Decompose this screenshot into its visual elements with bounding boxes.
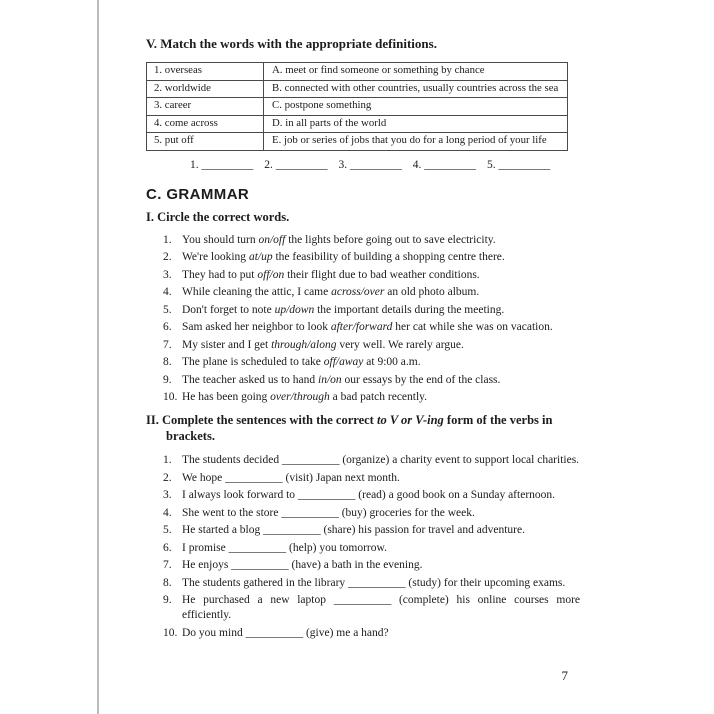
sentence-text: We're looking xyxy=(182,251,249,263)
exercise-item xyxy=(163,233,580,248)
exercise-item xyxy=(163,471,580,486)
item-number: 3. xyxy=(163,489,172,501)
page-number: 7 xyxy=(561,668,568,683)
item-number: 10. xyxy=(163,626,178,639)
exercise-item xyxy=(163,541,580,556)
item-number: 1. xyxy=(163,233,172,246)
sentence-text: You should turn xyxy=(182,233,259,246)
item-sentence xyxy=(182,541,580,556)
exercise-item xyxy=(163,506,580,521)
word-cell: 3. career xyxy=(147,98,264,116)
exercise-item xyxy=(163,558,580,573)
exercise-item xyxy=(163,626,580,641)
item-sentence xyxy=(182,233,580,248)
answer-blanks-row xyxy=(146,159,580,171)
item-sentence xyxy=(182,303,580,318)
sentence-text: They had to put xyxy=(182,268,258,281)
match-table-row xyxy=(147,63,568,81)
sentence-text: I always look forward to __________ (read) a good book on a Sunday afternoon. xyxy=(182,489,556,501)
match-table-row xyxy=(147,98,568,116)
choice-options-text: on/off xyxy=(258,233,286,246)
sentence-text: While cleaning the attic, I came xyxy=(182,286,332,298)
exercise-item xyxy=(163,453,580,468)
exercise-item xyxy=(163,268,580,283)
exercise-item xyxy=(163,355,580,370)
exercise-item xyxy=(163,373,580,388)
match-section-heading: V. Match the words with the appropriate definitions. xyxy=(146,36,437,51)
exercise2-list xyxy=(146,453,580,641)
item-number: 4. xyxy=(163,506,172,519)
item-number: 7. xyxy=(163,338,172,351)
item-number: 7. xyxy=(163,559,172,571)
item-number: 1. xyxy=(163,454,172,466)
item-sentence xyxy=(182,373,580,388)
item-sentence xyxy=(182,576,580,591)
sentence-text: II. Complete the sentences with the correct xyxy=(146,413,377,427)
choice-options-text: at/up xyxy=(248,251,273,263)
sentence-text: her cat while she was on vacation. xyxy=(392,321,553,333)
definition-cell: C. postpone something xyxy=(264,98,568,116)
item-sentence xyxy=(182,593,580,623)
answer-blank: 5. _________ xyxy=(487,158,551,171)
item-sentence xyxy=(182,523,580,538)
choice-options-text: over/through xyxy=(270,391,330,403)
answer-blank: 1. _________ xyxy=(190,158,254,171)
choice-options-text: to V or V-ing xyxy=(376,413,444,427)
exercise-item xyxy=(163,285,580,300)
definition-cell: E. job or series of jobs that you do for a long period of your life xyxy=(264,133,568,151)
exercise-item xyxy=(163,390,580,405)
item-number: 8. xyxy=(163,576,172,589)
exercise-item xyxy=(163,523,580,538)
sentence-text: the lights before going out to save electricity. xyxy=(285,233,496,246)
item-sentence xyxy=(182,355,580,370)
choice-options-text: off/away xyxy=(323,356,364,368)
exercise-item xyxy=(163,320,580,335)
sentence-text: The students decided __________ (organize) a charity event to support local charities. xyxy=(182,454,580,466)
sentence-text: He started a blog __________ (share) his passion for travel and adventure. xyxy=(182,524,525,536)
answer-blank: 2. _________ xyxy=(264,158,328,171)
sentence-text: She went to the store __________ (buy) groceries for the week. xyxy=(182,506,475,519)
sentence-text: at 9:00 a.m. xyxy=(363,356,421,368)
choice-options-text: through/along xyxy=(271,338,337,351)
grammar-section-heading: C. GRAMMAR xyxy=(146,185,250,203)
item-number: 6. xyxy=(163,321,172,333)
item-number: 6. xyxy=(163,541,172,554)
exercise-item xyxy=(163,593,580,623)
definition-cell: D. in all parts of the world xyxy=(264,115,568,133)
sentence-text: our essays by the end of the class. xyxy=(341,373,501,386)
word-cell: 4. come across xyxy=(147,115,264,133)
word-cell: 5. put off xyxy=(147,133,264,151)
item-sentence xyxy=(182,626,580,641)
item-sentence xyxy=(182,250,580,265)
item-number: 3. xyxy=(163,268,172,281)
definition-cell: A. meet or find someone or something by chance xyxy=(264,63,568,81)
exercise-item xyxy=(163,488,580,503)
sentence-text: My sister and I get xyxy=(182,338,272,351)
sentence-text: a bad patch recently. xyxy=(329,391,428,403)
item-number: 10. xyxy=(163,391,178,403)
item-sentence xyxy=(182,488,580,503)
sentence-text: form of the verbs in brackets. xyxy=(166,413,553,443)
match-table-row xyxy=(147,115,568,133)
choice-options-text: after/forward xyxy=(330,321,393,333)
item-number: 9. xyxy=(163,373,172,386)
sentence-text: He has been going xyxy=(182,391,271,403)
sentence-text: The students gathered in the library __________ (study) for their upcoming exams. xyxy=(182,576,566,589)
sentence-text: Do you mind __________ (give) me a hand? xyxy=(182,626,389,639)
exercise-item xyxy=(163,576,580,591)
sentence-text: the feasibility of building a shopping centre there. xyxy=(272,251,505,263)
match-table xyxy=(146,62,568,151)
sentence-text: He purchased a new laptop __________ (complete) his online courses more efficiently. xyxy=(182,594,580,621)
item-sentence xyxy=(182,453,580,468)
choice-options-text: up/down xyxy=(274,303,315,316)
word-cell: 2. worldwide xyxy=(147,80,264,98)
page-edge-line xyxy=(97,0,99,714)
choice-options-text: in/on xyxy=(318,373,342,386)
exercise-item xyxy=(163,303,580,318)
sentence-text: very well. We rarely argue. xyxy=(336,338,464,351)
item-sentence xyxy=(182,268,580,283)
item-sentence xyxy=(182,390,580,405)
answer-blank: 3. _________ xyxy=(338,158,402,171)
item-number: 8. xyxy=(163,356,172,368)
sentence-text: We hope __________ (visit) Japan next month. xyxy=(182,471,400,484)
word-cell: 1. overseas xyxy=(147,63,264,81)
item-number: 2. xyxy=(163,471,172,484)
exercise-item xyxy=(163,250,580,265)
sentence-text: Don't forget to note xyxy=(182,303,275,316)
item-sentence xyxy=(182,506,580,521)
choice-options-text: off/on xyxy=(257,268,285,281)
item-number: 2. xyxy=(163,251,172,263)
definition-cell: B. connected with other countries, usually countries across the sea xyxy=(264,80,568,98)
item-number: 4. xyxy=(163,286,172,298)
item-sentence xyxy=(182,320,580,335)
sentence-text: the important details during the meeting. xyxy=(314,303,505,316)
exercise1-list xyxy=(146,233,580,406)
sentence-text: He enjoys __________ (have) a bath in the evening. xyxy=(182,559,423,571)
sentence-text: I promise __________ (help) you tomorrow. xyxy=(182,541,387,554)
item-number: 5. xyxy=(163,524,172,536)
sentence-text: their flight due to bad weather conditions. xyxy=(284,268,480,281)
item-sentence xyxy=(182,558,580,573)
match-table-row xyxy=(147,133,568,151)
sentence-text: an old photo album. xyxy=(384,286,480,298)
item-sentence xyxy=(182,471,580,486)
exercise-item xyxy=(163,338,580,353)
item-number: 5. xyxy=(163,303,172,316)
item-sentence xyxy=(182,285,580,300)
item-sentence xyxy=(182,338,580,353)
answer-blank: 4. _________ xyxy=(412,158,476,171)
item-number: 9. xyxy=(163,594,172,606)
sentence-text: Sam asked her neighbor to look xyxy=(182,321,331,333)
page-content xyxy=(146,36,580,645)
exercise1-heading: I. Circle the correct words. xyxy=(146,209,290,224)
sentence-text: The teacher asked us to hand xyxy=(182,373,319,386)
sentence-text: The plane is scheduled to take xyxy=(182,356,324,368)
match-table-row xyxy=(147,80,568,98)
exercise2-heading xyxy=(146,412,580,444)
choice-options-text: across/over xyxy=(331,286,385,298)
